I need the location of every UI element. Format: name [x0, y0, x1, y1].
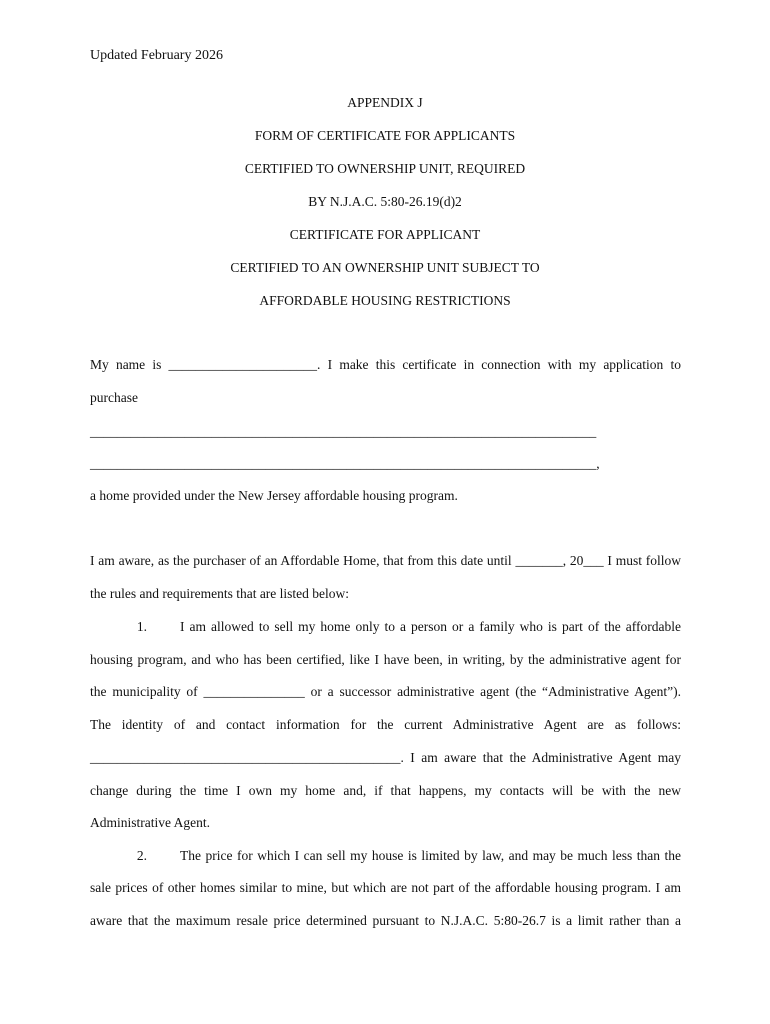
- item-2-line-3: aware that the maximum resale price determined pursuant to N.J.A.C. 5:80-26.7 is a limit rather than a: [90, 913, 681, 928]
- title-regulation: BY N.J.A.C. 5:80-26.19(d)2: [308, 194, 462, 209]
- item-1-line-3: the municipality of _______________ or a successor administrative agent (the “Administrative Agent”).: [90, 684, 681, 699]
- intro-line-1: My name is ______________________. I make this certificate in connection with my application to: [90, 357, 681, 372]
- title-restrictions: AFFORDABLE HOUSING RESTRICTIONS: [259, 293, 511, 308]
- item-1-line-7: Administrative Agent.: [90, 815, 210, 830]
- title-certified: CERTIFIED TO OWNERSHIP UNIT, REQUIRED: [244, 161, 526, 176]
- updated-date: Updated February 2026: [90, 48, 223, 63]
- title-form: FORM OF CERTIFICATE FOR APPLICANTS: [254, 128, 516, 143]
- item-2-number: 2.: [136, 848, 147, 863]
- address-blank-2: ___________________________________________________________________________,: [90, 456, 600, 471]
- intro-line-2: purchase: [90, 390, 138, 405]
- item-1-line-5: ______________________________________________. I am aware that the Administrative Agent may: [90, 750, 681, 765]
- item-2-line-1: The price for which I can sell my house is limited by law, and may be much less than the: [180, 848, 681, 863]
- address-blank-1: ___________________________________________________________________________: [90, 424, 597, 439]
- intro-line-3: a home provided under the New Jersey affordable housing program.: [90, 488, 458, 503]
- item-2-line-2: sale prices of other homes similar to mine, but which are not part of the affordable housing program. I am: [90, 880, 681, 895]
- title-certificate: CERTIFICATE FOR APPLICANT: [289, 227, 481, 242]
- item-1-line-6: change during the time I own my home and, if that happens, my contacts will be with the new: [90, 783, 681, 798]
- title-block: [0, 94, 770, 325]
- item-1-line-2: housing program, and who has been certified, like I have been, in writing, by the administrative agent for: [90, 652, 681, 667]
- item-1-number: 1.: [136, 619, 147, 634]
- item-1-line-1: I am allowed to sell my home only to a person or a family who is part of the affordable: [180, 619, 681, 634]
- title-appendix: APPENDIX J: [347, 95, 423, 110]
- title-ownership-unit: CERTIFIED TO AN OWNERSHIP UNIT SUBJECT TO: [230, 260, 540, 275]
- aware-line-1: I am aware, as the purchaser of an Affordable Home, that from this date until _______, 20___ I must follow: [90, 553, 681, 568]
- item-1-line-4: The identity of and contact information for the current Administrative Agent are as follows:: [90, 717, 681, 732]
- item-1-first-line: [90, 618, 681, 636]
- item-2-first-line: [90, 847, 681, 865]
- aware-line-2: the rules and requirements that are listed below:: [90, 586, 350, 601]
